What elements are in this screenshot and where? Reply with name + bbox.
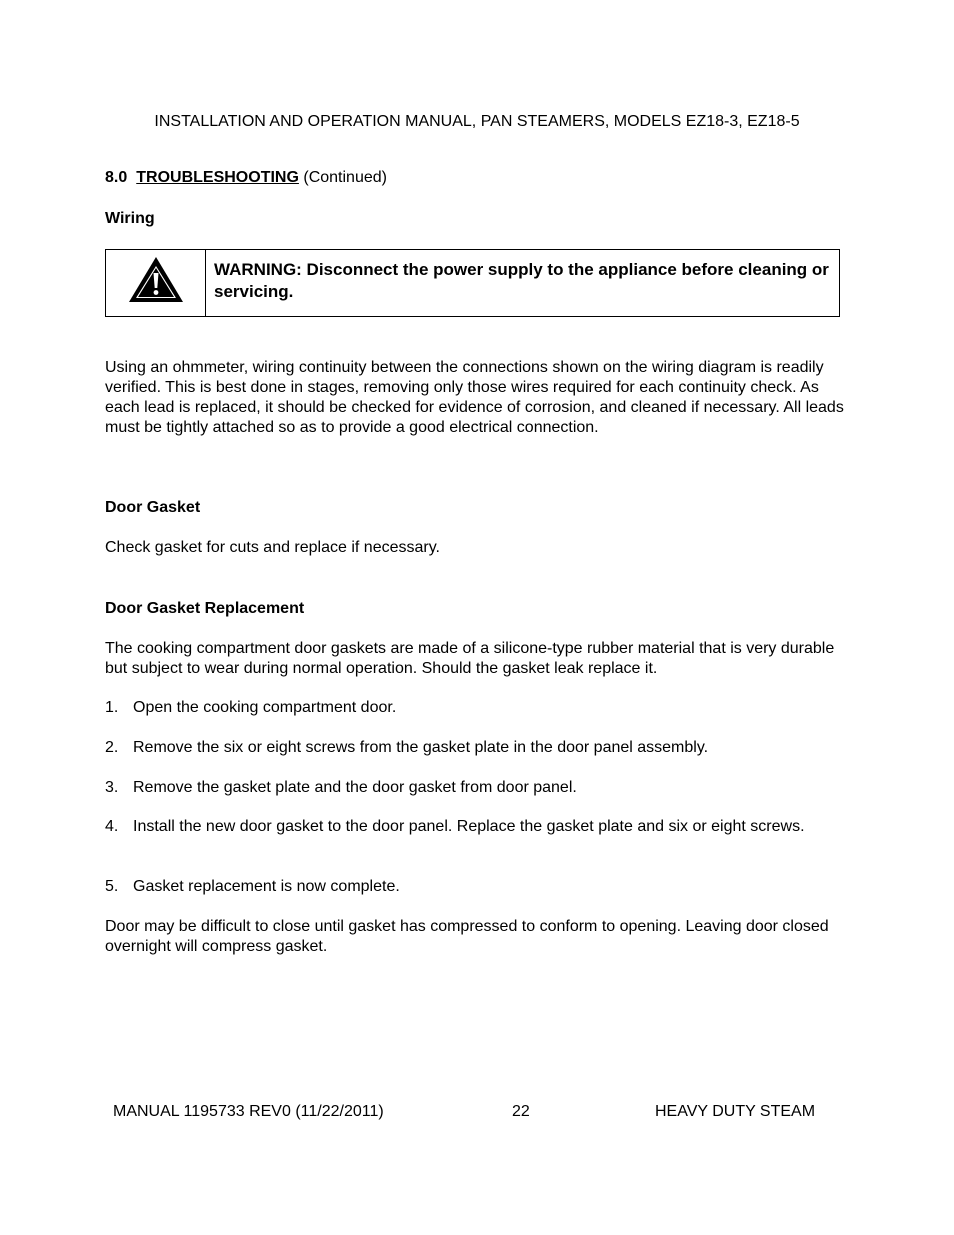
section-number: 8.0: [105, 169, 128, 186]
section-heading: [105, 168, 387, 188]
list-item: [105, 817, 845, 837]
list-marker: 3.: [105, 779, 119, 796]
door-gasket-heading: Door Gasket: [105, 499, 201, 516]
warning-text: WARNING: Disconnect the power supply to the appliance before cleaning or servicing.: [214, 260, 829, 301]
list-text: Remove the gasket plate and the door gasket from door panel.: [133, 779, 577, 796]
warning-icon-cell: [106, 250, 206, 316]
list-marker: 4.: [105, 818, 119, 835]
list-text: Gasket replacement is now complete.: [133, 878, 400, 895]
section-suffix: (Continued): [303, 169, 387, 186]
closing-paragraph: Door may be difficult to close until gasket has compressed to conform to opening. Leaving door closed overnight will compress gasket.: [105, 918, 829, 955]
list-item: [105, 698, 845, 718]
wiring-heading: Wiring: [105, 210, 155, 227]
list-marker: 1.: [105, 699, 119, 716]
list-text: Remove the six or eight screws from the gasket plate in the door panel assembly.: [133, 739, 709, 756]
list-item: [105, 778, 845, 798]
list-text: Install the new door gasket to the door panel. Replace the gasket plate and six or eight screws.: [133, 818, 805, 835]
door-gasket-paragraph: Check gasket for cuts and replace if necessary.: [105, 539, 440, 556]
footer-page-number: 22: [512, 1103, 530, 1120]
replacement-intro: The cooking compartment door gaskets are made of a silicone-type rubber material that is very durable but subject to wear during normal operation. Should the gasket leak replace it.: [105, 640, 835, 677]
wiring-paragraph: Using an ohmmeter, wiring continuity between the connections shown on the wiring diagram is readily verified. This is best done in stages, removing only those wires required for each continuity check. As each lead is replaced, it should be checked for evidence of corrosion, and cleaned if necessary. All leads must be tightly attached so as to provide a good electrical connection.: [105, 359, 844, 436]
list-item: [105, 877, 845, 897]
list-text: Open the cooking compartment door.: [133, 699, 397, 716]
warning-triangle-icon: [127, 255, 185, 311]
list-marker: 2.: [105, 739, 119, 756]
running-header: INSTALLATION AND OPERATION MANUAL, PAN STEAMERS, MODELS EZ18-3, EZ18-5: [154, 113, 800, 130]
list-marker: 5.: [105, 878, 119, 895]
list-item: [105, 738, 845, 758]
warning-box: [105, 249, 840, 317]
footer-brand: HEAVY DUTY STEAM: [655, 1103, 816, 1120]
replacement-heading: Door Gasket Replacement: [105, 600, 305, 617]
section-title: TROUBLESHOOTING: [136, 169, 299, 186]
footer-manual-number: MANUAL 1195733 REV0 (11/22/2011): [113, 1103, 384, 1120]
